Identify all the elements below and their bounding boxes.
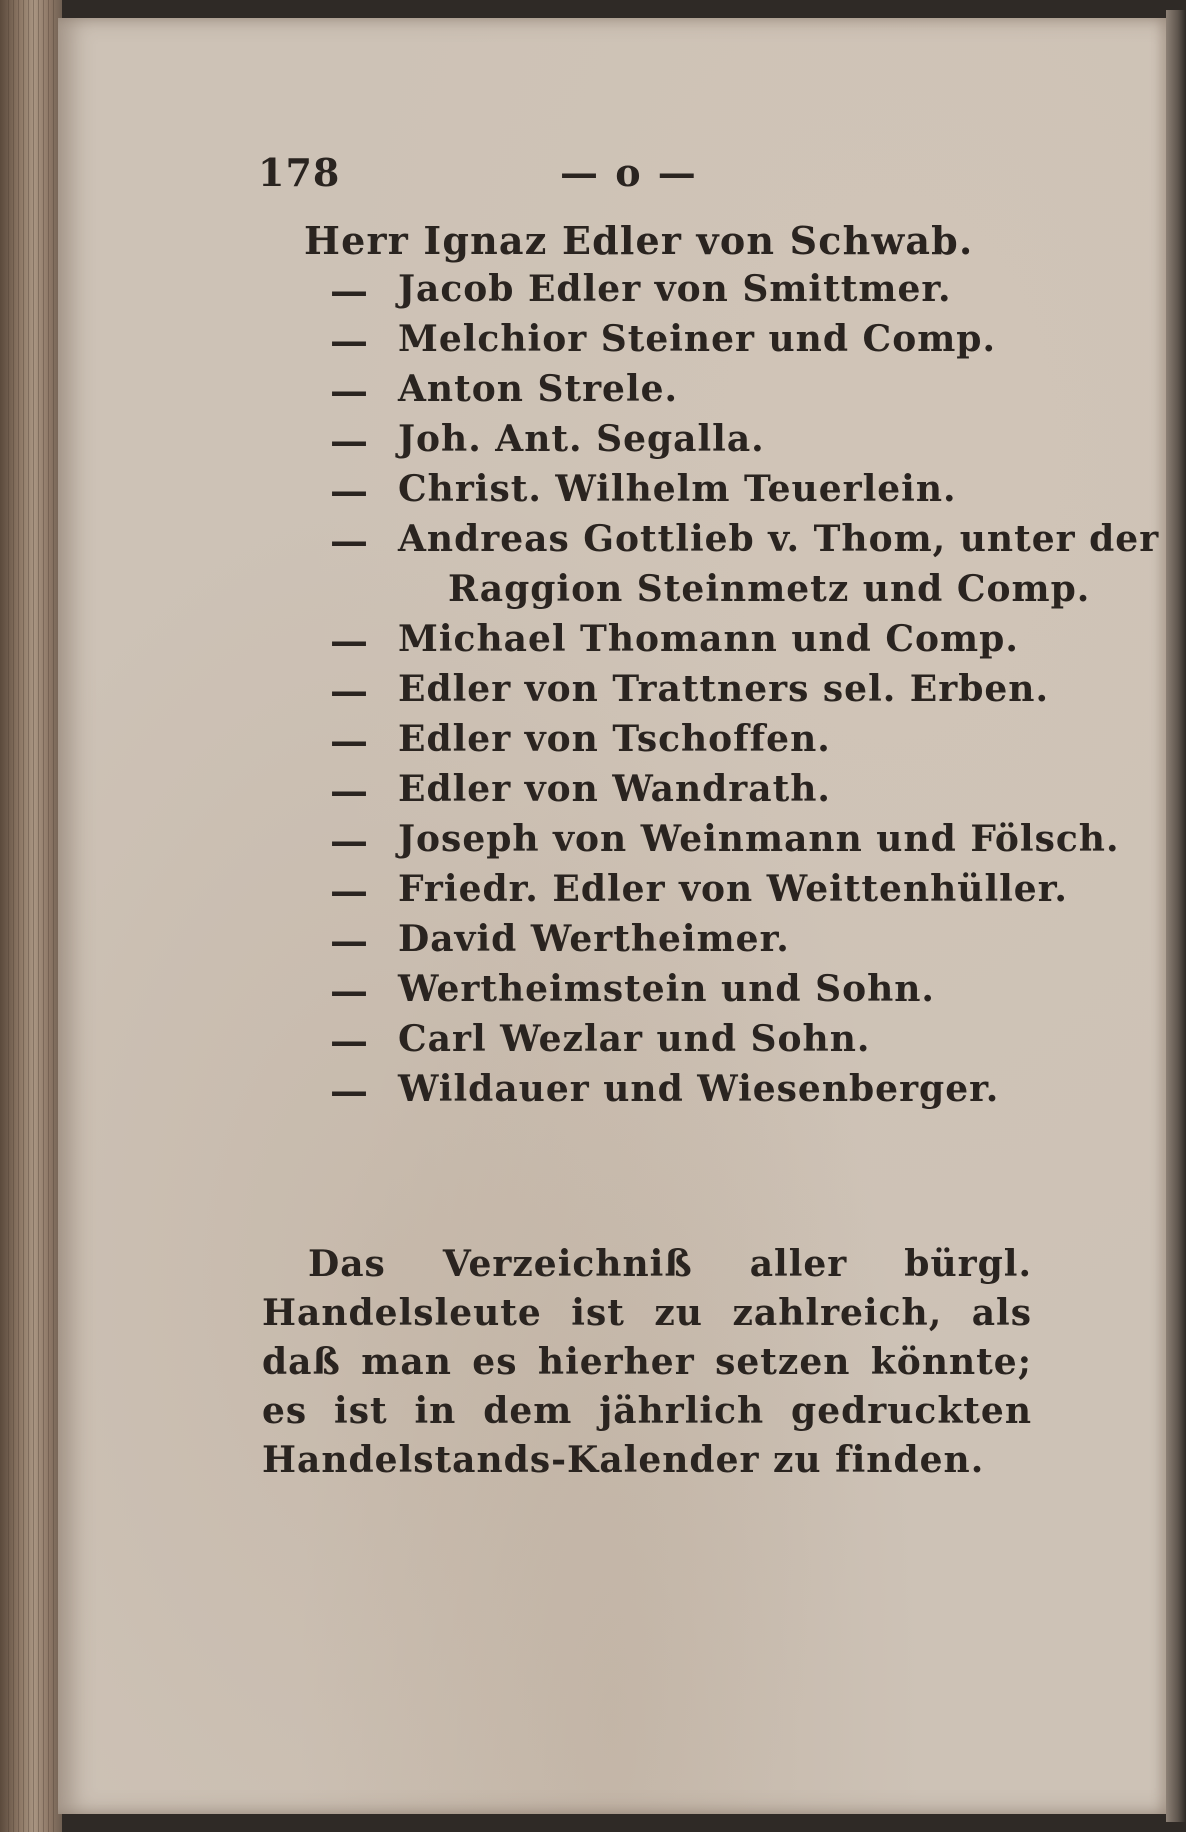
- list-item: Joseph von Weinmann und Fölsch.: [398, 818, 1120, 860]
- list-item: Anton Strele.: [398, 368, 679, 410]
- list-item: Friedr. Edler von Weittenhüller.: [398, 868, 1068, 910]
- list-dash: —: [330, 718, 368, 763]
- list-dash: —: [330, 418, 368, 463]
- list-item: Michael Thomann und Comp.: [398, 618, 1019, 660]
- list-item: Edler von Wandrath.: [398, 768, 831, 810]
- list-item: Wertheimstein und Sohn.: [398, 968, 935, 1010]
- list-item: Edler von Trattners sel. Erben.: [398, 668, 1049, 710]
- list-item: Melchior Steiner und Comp.: [398, 318, 997, 360]
- list-item: Edler von Tschoffen.: [398, 718, 831, 760]
- closing-paragraph: Das Verzeichniß aller bürgl. Handelsleute ist zu zahlreich, als daß man es hierher setzen könnte; es ist in dem jährlich gedruckten Handelstands-Kalender zu finden.: [262, 1243, 1032, 1481]
- page-number: 178: [258, 150, 341, 195]
- list-dash: —: [330, 518, 368, 563]
- list-dash: —: [330, 668, 368, 713]
- list-item-continuation: Raggion Steinmetz und Comp.: [448, 568, 1091, 610]
- list-item: Andreas Gottlieb v. Thom, unter der: [398, 518, 1160, 560]
- page-ornament: — o —: [560, 150, 698, 195]
- list-dash: —: [330, 368, 368, 413]
- book-spine-edge: [0, 0, 62, 1832]
- list-item: Wildauer und Wiesenberger.: [398, 1068, 1000, 1110]
- list-item: Joh. Ant. Segalla.: [398, 418, 765, 460]
- list-dash: —: [330, 618, 368, 663]
- list-item-first: Herr Ignaz Edler von Schwab.: [304, 218, 974, 263]
- list-dash: —: [330, 918, 368, 963]
- list-item: Christ. Wilhelm Teuerlein.: [398, 468, 957, 510]
- list-dash: —: [330, 1068, 368, 1113]
- list-item: Carl Wezlar und Sohn.: [398, 1018, 871, 1060]
- list-dash: —: [330, 868, 368, 913]
- list-dash: —: [330, 968, 368, 1013]
- right-page-edge: [1166, 10, 1186, 1822]
- list-dash: —: [330, 818, 368, 863]
- list-item: David Wertheimer.: [398, 918, 790, 960]
- list-dash: —: [330, 1018, 368, 1063]
- list-dash: —: [330, 268, 368, 313]
- list-dash: —: [330, 468, 368, 513]
- list-item: Jacob Edler von Smittmer.: [398, 268, 952, 310]
- list-dash: —: [330, 768, 368, 813]
- page-stack-lines: [8, 0, 56, 1832]
- list-dash: —: [330, 318, 368, 363]
